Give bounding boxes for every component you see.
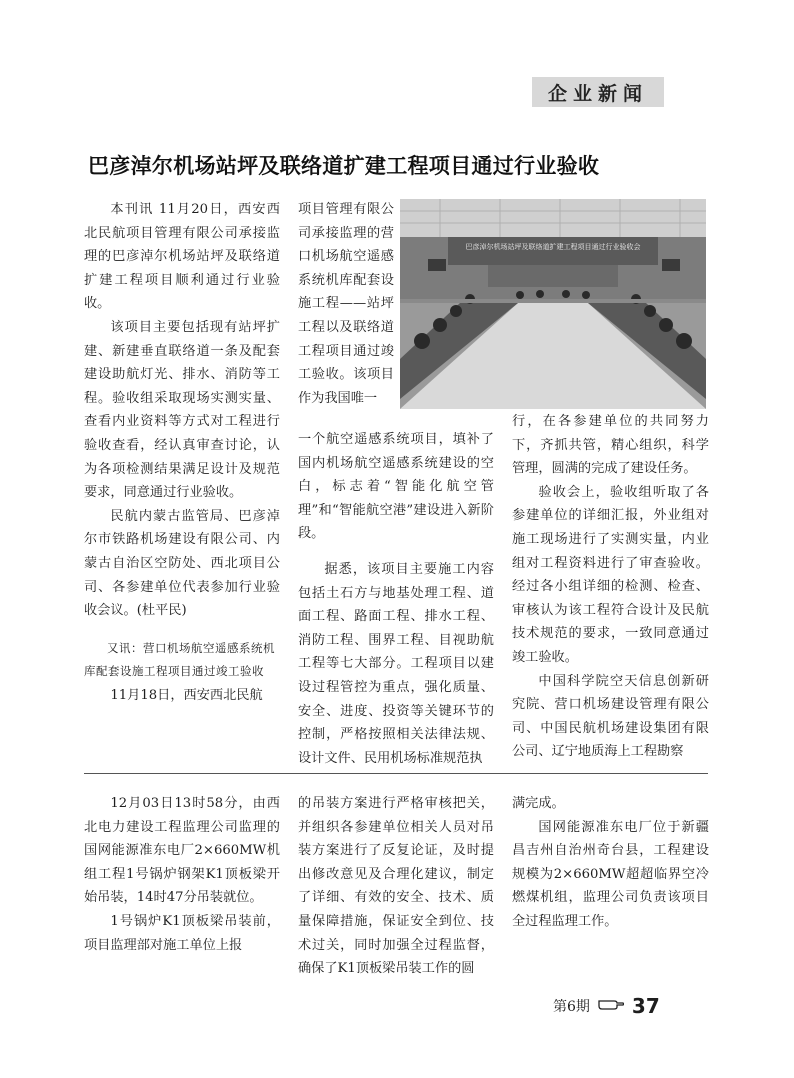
paragraph: 的吊装方案进行严格审核把关，并组织各参建单位相关人员对吊装方案进行了反复论证，及时提出修改意见及合理化建议，制定了详细、有效的安全、技术、质量保障措施，保证安全到位、技术过关，同时加强全过程监督，确保了K1顶板梁吊装工作的圆 bbox=[298, 796, 494, 977]
section-tag: 企业新闻 bbox=[532, 77, 664, 107]
meeting-photo bbox=[400, 199, 706, 409]
article1-column-2-bottom bbox=[298, 428, 494, 770]
photo-banner-text: 巴彦淖尔机场站坪及联络道扩建工程项目通过行业验收会 bbox=[465, 243, 641, 251]
pointing-hand-icon bbox=[598, 997, 624, 1015]
paragraph: 一个航空遥感系统项目，填补了国内机场航空遥感系统建设的空白，标志着“智能化航空管理”和“智能航空港”建设进入新阶段。 bbox=[298, 432, 494, 542]
paragraph: 国网能源准东电厂位于新疆昌吉州自治州奇台县，工程建设规模为2×660MW超超临界空冷燃煤机组，监理公司负责该项目全过程监理工作。 bbox=[512, 819, 709, 929]
paragraph: 项目管理有限公司承接监理的营口机场航空遥感系统机库配套设施工程——站坪工程以及联络道工程项目通过竣工验收。该项目作为我国唯一 bbox=[298, 202, 394, 406]
article-title: 巴彦淖尔机场站坪及联络道扩建工程项目通过行业验收 bbox=[88, 154, 600, 178]
paragraph: 该项目主要包括现有站坪扩建、新建垂直联络道一条及配套建设助航灯光、排水、消防等工程。验收组采取现场实测实量、查看内业资料等方式对工程进行验收查看，经认真审查讨论，认为各项检测结果满足设计及规范要求，同意通过行业验收。 bbox=[84, 319, 280, 501]
article2-column-2 bbox=[298, 792, 494, 981]
paragraph: 中国科学院空天信息创新研究院、营口机场建设管理有限公司、中国民航机场建设集团有限公司、辽宁地质海上工程勘察 bbox=[512, 673, 709, 760]
article2-column-3 bbox=[512, 792, 709, 934]
sub-news-heading: 又讯：营口机场航空遥感系统机库配套设施工程项目通过竣工验收 bbox=[84, 640, 275, 679]
paragraph: 12月03日13时58分，由西北电力建设工程监理公司监理的国网能源准东电厂2×660MW机组工程1号锅炉钢架K1顶板梁开始吊装，14时47分吊装就位。 bbox=[84, 796, 280, 906]
page-number: 37 bbox=[631, 994, 660, 1018]
paragraph: 行，在各参建单位的共同努力下，齐抓共管，精心组织，科学管理，圆满的完成了建设任务。 bbox=[512, 414, 709, 477]
paragraph: 民航内蒙古监管局、巴彦淖尔市铁路机场建设有限公司、内蒙古自治区空防处、西北项目公司、各参建单位代表参加行业验收会议。(杜平民) bbox=[84, 508, 280, 619]
article2-column-1 bbox=[84, 792, 280, 957]
article1-column-3 bbox=[512, 410, 709, 764]
paragraph: 据悉，该项目主要施工内容包括土石方与地基处理工程、道面工程、路面工程、排水工程、消防工程、围界工程、目视助航工程等七大部分。工程项目以建设过程管控为重点，强化质量、安全、进度、投资等关键环节的控制，严格按照相关法律法规、设计文件、民用机场标准规范执 bbox=[298, 561, 494, 766]
issue-label: 第6期 bbox=[553, 999, 590, 1015]
paragraph: 本刊讯 11月20日，西安西北民航项目管理有限公司承接监理的巴彦淖尔机场站坪及联络道扩建工程项目顺利通过行业验收。 bbox=[84, 202, 280, 312]
paragraph: 验收会上，验收组听取了各参建单位的详细汇报，外业组对施工现场进行了实测实量，内业组对工程资料进行了审查验收。经过各小组详细的检测、检查、审核认为该工程符合设计及民航技术规范的要求，一致同意通过竣工验收。 bbox=[512, 484, 709, 665]
article1-column-2-top bbox=[298, 198, 394, 410]
paragraph: 1号锅炉K1顶板梁吊装前，项目监理部对施工单位上报 bbox=[84, 913, 280, 953]
article1-column-1 bbox=[84, 198, 280, 707]
section-divider bbox=[84, 773, 708, 774]
page-footer bbox=[553, 994, 660, 1018]
paragraph: 11月18日，西安西北民航 bbox=[110, 687, 263, 703]
paragraph: 满完成。 bbox=[512, 796, 565, 811]
